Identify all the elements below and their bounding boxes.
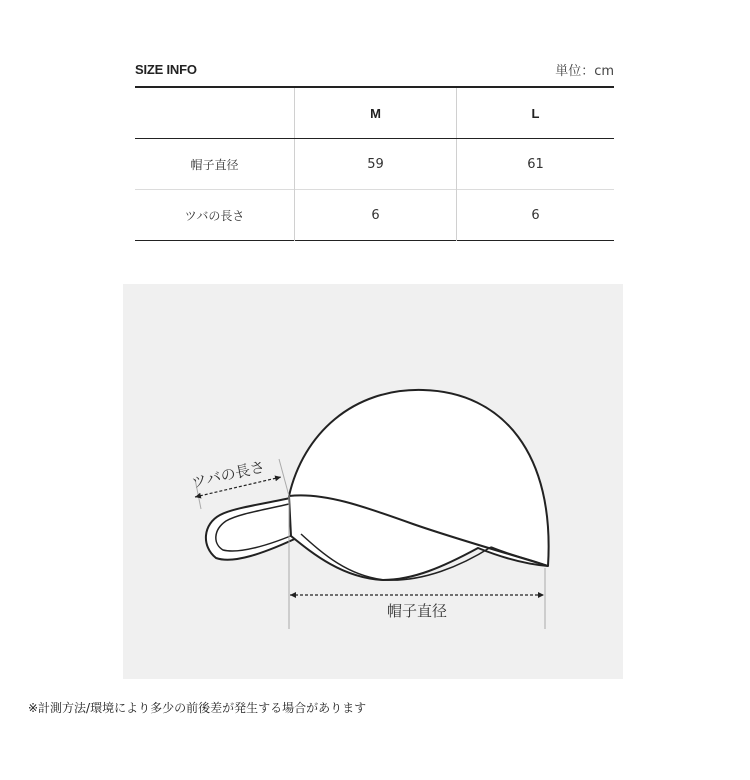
unit-label: 単位：cm [555, 64, 614, 79]
row-label-brim: ツバの長さ [135, 190, 295, 241]
cap-brim-shape [206, 498, 301, 560]
size-table [135, 86, 614, 241]
brim-length-label: ツバの長さ [189, 457, 267, 492]
table-row [135, 139, 614, 190]
table-header-empty [135, 87, 295, 139]
cell-brim-l: 6 [457, 190, 614, 241]
table-header-l: L [457, 87, 614, 139]
cell-diameter-m: 59 [295, 139, 457, 190]
measurement-footnote: ※計測方法/環境により多少の前後差が発生する場合があります [28, 701, 367, 715]
size-info-header [135, 60, 614, 82]
diameter-label: 帽子直径 [386, 602, 448, 620]
cap-diagram [123, 284, 623, 679]
cap-crown-shape [289, 390, 549, 580]
table-header-row [135, 87, 614, 139]
row-label-diameter: 帽子直径 [190, 157, 239, 172]
table-header-m: M [295, 87, 457, 139]
table-row [135, 190, 614, 241]
cell-diameter-l: 61 [457, 139, 614, 190]
cell-brim-m: 6 [295, 190, 457, 241]
cap-illustration [123, 284, 623, 679]
section-title: SIZE INFO [135, 62, 197, 77]
